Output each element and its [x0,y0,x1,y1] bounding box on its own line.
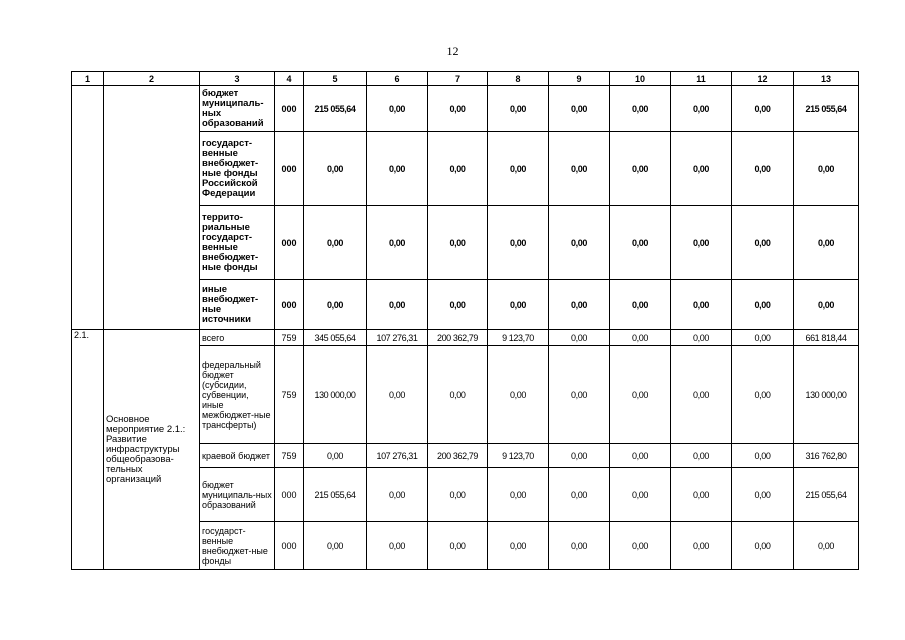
amount-cell: 0,00 [549,444,610,468]
amount-cell: 0,00 [549,346,610,444]
code-cell: 000 [275,522,304,570]
row-number-cell: 2.1. [72,330,104,570]
code-cell: 000 [275,468,304,522]
row-number-cell [72,86,104,330]
column-header: 2 [104,72,200,86]
amount-cell: 0,00 [732,206,794,280]
column-header: 4 [275,72,304,86]
column-header: 11 [671,72,732,86]
amount-cell: 0,00 [732,522,794,570]
amount-cell: 0,00 [304,206,367,280]
amount-cell: 0,00 [732,444,794,468]
amount-cell: 200 362,79 [428,444,488,468]
page-number: 12 [446,44,459,58]
funding-source-cell: федеральный бюджет (субсидии, субвенции, иные межбюджет-ные трансферты) [200,346,275,444]
amount-cell: 0,00 [610,346,671,444]
code-cell: 000 [275,132,304,206]
amount-cell: 0,00 [304,280,367,330]
amount-cell: 0,00 [671,206,732,280]
amount-cell: 0,00 [428,86,488,132]
amount-cell: 200 362,79 [428,330,488,346]
amount-cell: 0,00 [794,522,859,570]
amount-cell: 0,00 [549,206,610,280]
amount-cell: 0,00 [671,330,732,346]
activity-name-cell: Основное мероприятие 2.1.: Развитие инфраструктуры общеобразова-тельных организаций [104,330,200,570]
column-header: 1 [72,72,104,86]
funding-source-cell: бюджет муниципаль-ных образований [200,468,275,522]
amount-cell: 0,00 [367,346,428,444]
amount-cell: 0,00 [428,468,488,522]
column-header: 9 [549,72,610,86]
amount-cell: 215 055,64 [304,86,367,132]
amount-cell: 0,00 [304,444,367,468]
code-cell: 759 [275,330,304,346]
amount-cell: 0,00 [671,132,732,206]
table-header-row [72,72,859,86]
amount-cell: 0,00 [549,522,610,570]
funding-source-cell: бюджет муниципаль-ных образований [200,86,275,132]
amount-cell: 0,00 [367,522,428,570]
amount-cell: 345 055,64 [304,330,367,346]
column-header: 12 [732,72,794,86]
amount-cell: 0,00 [610,132,671,206]
column-header: 7 [428,72,488,86]
amount-cell: 0,00 [610,444,671,468]
amount-cell: 0,00 [428,206,488,280]
amount-cell: 0,00 [794,280,859,330]
funding-source-cell: государст-венные внебюджет-ные фонды [200,522,275,570]
column-header: 8 [488,72,549,86]
amount-cell: 130 000,00 [304,346,367,444]
code-cell: 759 [275,444,304,468]
amount-cell: 107 276,31 [367,444,428,468]
code-cell: 000 [275,280,304,330]
amount-cell: 0,00 [428,132,488,206]
column-header: 5 [304,72,367,86]
amount-cell: 0,00 [610,206,671,280]
amount-cell: 0,00 [671,444,732,468]
funding-source-cell: иные внебюджет-ные источники [200,280,275,330]
amount-cell: 0,00 [549,330,610,346]
column-header: 3 [200,72,275,86]
code-cell: 759 [275,346,304,444]
amount-cell: 0,00 [549,132,610,206]
column-header: 10 [610,72,671,86]
funding-source-cell: террито-риальные государст-венные внебюджет-ные фонды [200,206,275,280]
amount-cell: 0,00 [549,280,610,330]
amount-cell: 0,00 [488,346,549,444]
amount-cell: 0,00 [488,522,549,570]
amount-cell: 0,00 [671,346,732,444]
amount-cell: 0,00 [304,522,367,570]
activity-name-cell [104,86,200,330]
amount-cell: 215 055,64 [794,468,859,522]
amount-cell: 0,00 [732,346,794,444]
amount-cell: 0,00 [367,132,428,206]
amount-cell: 0,00 [304,132,367,206]
amount-cell: 0,00 [671,522,732,570]
amount-cell: 0,00 [428,522,488,570]
amount-cell: 0,00 [367,206,428,280]
amount-cell: 0,00 [794,206,859,280]
amount-cell: 9 123,70 [488,330,549,346]
amount-cell: 215 055,64 [794,86,859,132]
amount-cell: 0,00 [794,132,859,206]
table-row [72,86,859,132]
amount-cell: 0,00 [732,280,794,330]
code-cell: 000 [275,86,304,132]
table-row [72,330,859,346]
amount-cell: 0,00 [488,132,549,206]
amount-cell: 0,00 [367,468,428,522]
amount-cell: 107 276,31 [367,330,428,346]
amount-cell: 661 818,44 [794,330,859,346]
amount-cell: 0,00 [671,468,732,522]
amount-cell: 0,00 [610,280,671,330]
funding-source-cell: всего [200,330,275,346]
amount-cell: 0,00 [732,468,794,522]
amount-cell: 0,00 [549,86,610,132]
code-cell: 000 [275,206,304,280]
amount-cell: 0,00 [610,86,671,132]
budget-table [71,71,859,570]
amount-cell: 0,00 [488,280,549,330]
amount-cell: 9 123,70 [488,444,549,468]
amount-cell: 316 762,80 [794,444,859,468]
amount-cell: 0,00 [732,132,794,206]
column-header: 6 [367,72,428,86]
amount-cell: 0,00 [671,280,732,330]
funding-source-cell: государст-венные внебюджет-ные фонды Российской Федерации [200,132,275,206]
amount-cell: 0,00 [732,330,794,346]
amount-cell: 0,00 [610,330,671,346]
amount-cell: 0,00 [428,346,488,444]
amount-cell: 215 055,64 [304,468,367,522]
amount-cell: 0,00 [488,468,549,522]
amount-cell: 0,00 [428,280,488,330]
funding-source-cell: краевой бюджет [200,444,275,468]
amount-cell: 0,00 [488,206,549,280]
amount-cell: 0,00 [367,280,428,330]
amount-cell: 0,00 [610,522,671,570]
amount-cell: 130 000,00 [794,346,859,444]
column-header: 13 [794,72,859,86]
amount-cell: 0,00 [549,468,610,522]
amount-cell: 0,00 [367,86,428,132]
amount-cell: 0,00 [610,468,671,522]
amount-cell: 0,00 [732,86,794,132]
amount-cell: 0,00 [671,86,732,132]
amount-cell: 0,00 [488,86,549,132]
